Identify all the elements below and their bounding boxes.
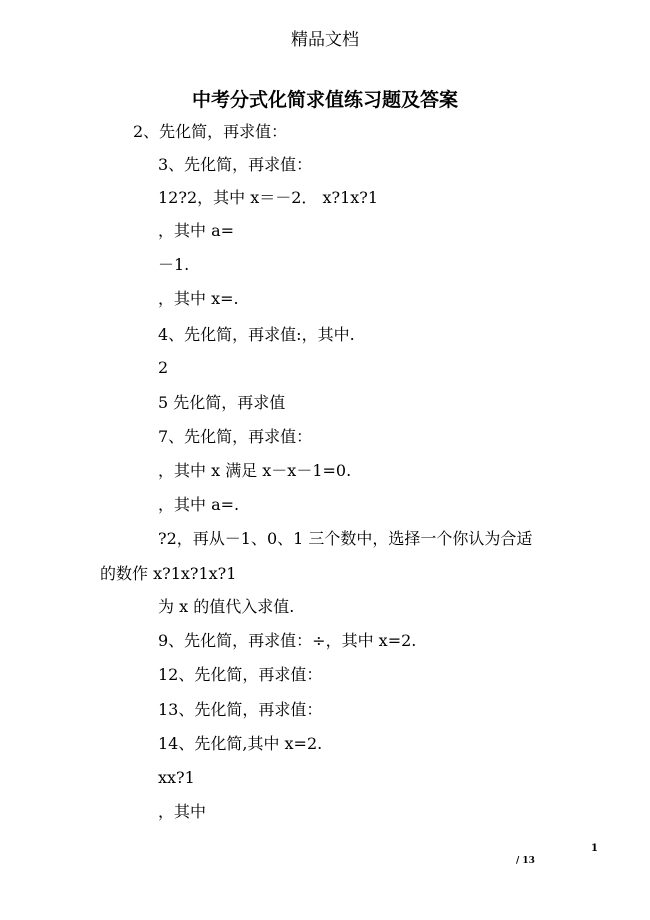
document-title: 中考分式化简求值练习题及答案 <box>191 89 458 111</box>
text-line: xx?1 <box>158 768 195 787</box>
text-line: 12?2，其中 x＝－2． x?1x?1 <box>158 188 379 207</box>
text-line: ，其中 <box>158 802 207 821</box>
text-line: 的数作 x?1x?1x?1 <box>100 564 237 583</box>
text-line: 12、先化简，再求值： <box>158 665 323 684</box>
text-line: 3、先化简，再求值： <box>158 155 313 174</box>
text-line: 为 x 的值代入求值. <box>158 597 295 616</box>
text-line: 7、先化简，再求值： <box>158 427 313 446</box>
text-line: ，其中 x=. <box>158 289 239 308</box>
text-line: 4、先化简，再求值:，其中. <box>158 325 355 344</box>
text-line: 13、先化简，再求值： <box>158 700 323 719</box>
page-number: 1 <box>591 843 598 854</box>
text-line: 5 先化简，再求值 <box>158 393 286 412</box>
text-line: 9、先化简，再求值：÷，其中 x=2. <box>158 631 417 650</box>
text-line: ?2，再从－1、0、1 三个数中，选择一个你认为合适 <box>158 529 533 548</box>
text-line: 2 <box>158 358 169 377</box>
text-line: ，其中 a=. <box>158 495 240 514</box>
text-line: ，其中 x 满足 x－x－1=0. <box>158 461 352 480</box>
page-total: / 13 <box>516 856 535 866</box>
text-line: ，其中 a= <box>158 221 235 240</box>
text-line: －1. <box>158 255 190 274</box>
text-line: 14、先化简,其中 x=2. <box>158 734 323 753</box>
text-line: 2、先化简，再求值： <box>133 122 288 141</box>
document-header: 精品文档 <box>291 30 359 50</box>
